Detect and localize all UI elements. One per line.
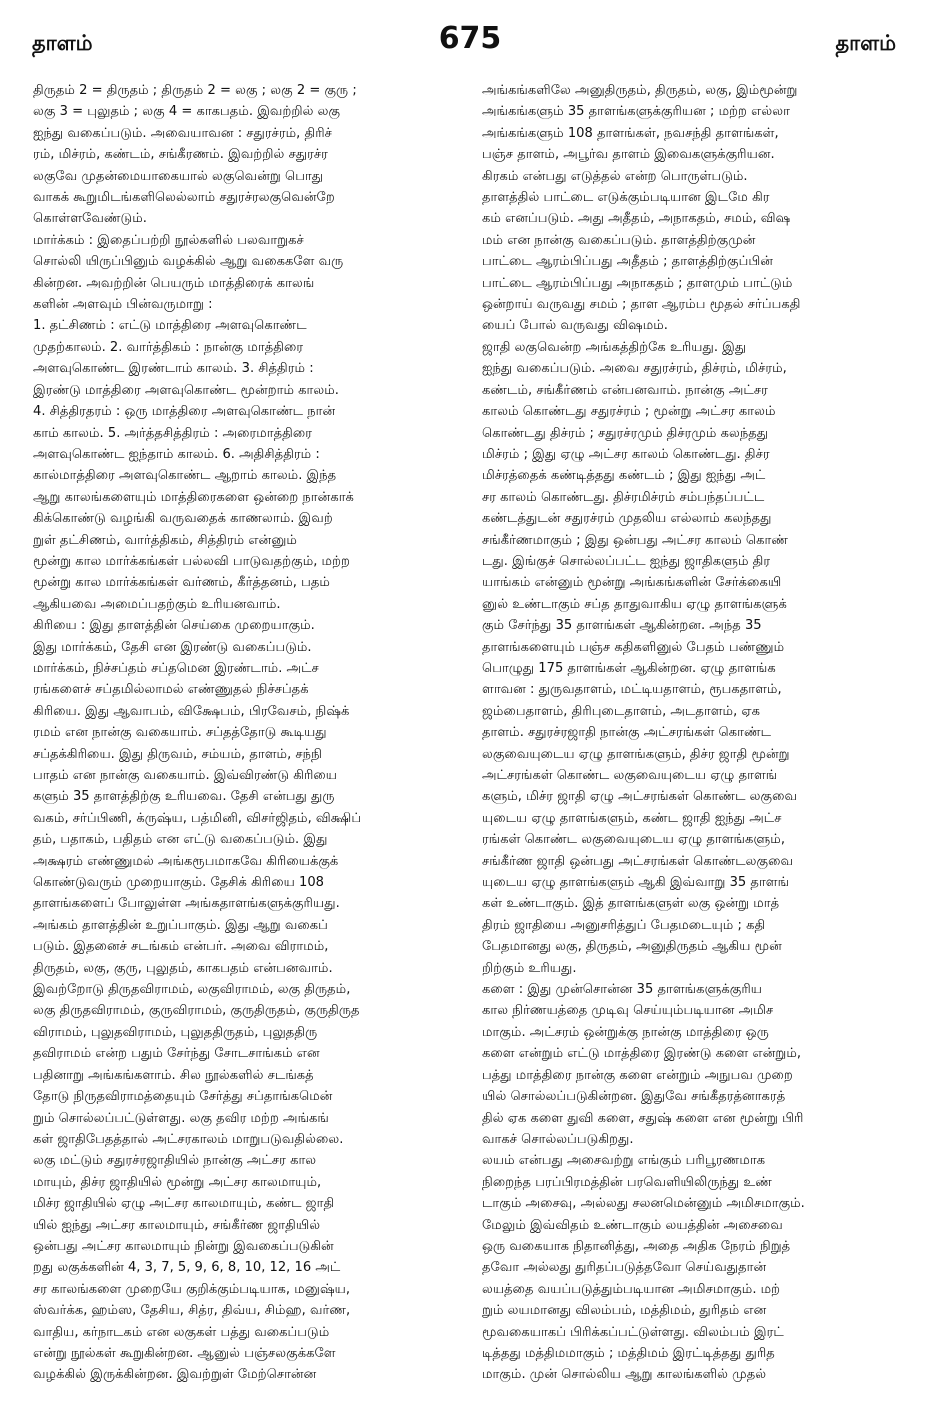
text-line: களும், மிச்ர ஜாதி ஏழு அட்சரங்கள் கொண்ட லகுவை <box>482 789 797 805</box>
text-line: கொண்டது திச்ரம் ; சதுரச்ரமும் திச்ரமும் கலந்தது <box>482 425 769 441</box>
text-line: அங்கங்களும் 108 தாளங்கள், நவசந்தி தாளங்கள், <box>482 125 779 141</box>
text-line: முதற்காலம். 2. வார்த்திகம் : நான்கு மாத்திரை <box>33 339 304 355</box>
text-line: வழக்கில் இருக்கின்றன. இவற்றுள் மேற்சொன்ன <box>33 1367 317 1383</box>
text-line: மாயும், திச்ர ஜாதியில் மூன்று அட்சர காலமாயும், <box>33 1174 322 1190</box>
text-line: சொல்லி யிருப்பினும் வழக்கில் ஆறு வகைகளே வரு <box>33 254 344 270</box>
text-line: கிரியை : இது தாளத்தின் செய்கை முறையாகும். <box>33 618 315 634</box>
text-line: படும். இதனைச் சடங்கம் என்பர். அவை விராமம், <box>33 939 329 955</box>
text-line: திரம் ஜாதியை அனுசரித்துப் பேதமடையும் ; கதி <box>482 917 766 933</box>
text-line: பொழுது 175 தாளங்கள் ஆகின்றன. ஏழு தாளங்க <box>482 660 776 676</box>
text-line: தம், பதாகம், பதிதம் என எட்டு வகைப்படும். இது <box>33 832 328 848</box>
text-line: லயத்தை வயப்படுத்தும்படியான அமிசமாகும். மற் <box>482 1281 781 1297</box>
text-line: யுடைய ஏழு தாளங்களும், கண்ட ஜாதி ஐந்து அட்ச <box>482 810 782 826</box>
text-line: கொள்ளவேண்டும். <box>33 211 147 227</box>
text-line: பாட்டை ஆரம்பிப்பது அநாகதம் ; தாளமும் பாட்டும் <box>482 275 793 291</box>
text-line: அளவுகொண்ட ஐந்தாம் காலம். 6. அதிசித்திரம் : <box>33 446 320 462</box>
text-line: தாளத்தில் பாட்டை எடுக்கும்படியான இடமே கிர <box>482 190 770 206</box>
text-line: களின் அளவும் பின்வருமாறு : <box>33 297 213 313</box>
text-line: லகுவே முதன்மையாகையால் லகுவென்று பொது <box>33 168 324 184</box>
text-line: ஜம்பைதாளம், திரிபுடைதாளம், அடதாளம், ஏக <box>482 703 760 719</box>
right-text-column <box>482 80 905 1420</box>
text-line: தாளங்களையும் பஞ்ச கதிகளினுல் பேதம் பண்ணும் <box>482 639 785 655</box>
text-line: கிரியை. இது ஆவாபம், விக்ஷேபம், பிரவேசம், நிஷ்க் <box>33 703 350 719</box>
text-line: கால்மாத்திரை அளவுகொண்ட ஆறாம் காலம். இந்த <box>33 468 337 484</box>
text-line: களை என்றும் எட்டு மாத்திரை இரண்டு களை என்றும், <box>482 1046 802 1062</box>
text-line: திருதம் 2 = திருதம் ; திருதம் 2 = லகு ; லகு 2 = குரு ; <box>33 83 357 98</box>
text-line: தவோ அல்லது துரிதப்படுத்தவோ செய்வதுதான் <box>482 1260 767 1276</box>
text-line: மூவகையாகப் பிரிக்கப்பட்டுள்ளது. விலம்பம் இரட் <box>482 1324 784 1340</box>
text-line: தில் ஏக களை துவி களை, சதுஷ் களை என மூன்று பிரி <box>482 1110 804 1126</box>
text-line: ளாவன : துருவதாளம், மட்டியதாளம், ரூபகதாளம், <box>482 682 782 698</box>
text-line: ரமம் என நான்கு வகையாம். சப்தத்தோடு கூடியது <box>33 725 327 741</box>
text-line: ஒன்பது அட்சர காலமாயும் நின்று இவகைப்படுகின் <box>33 1238 334 1254</box>
page-number: 675 <box>438 21 502 56</box>
text-line: டாகும் அசைவு, அல்லது சலனமென்னும் அமிசமாகும். <box>482 1196 805 1212</box>
text-line: மாகும். முன் சொல்லிய ஆறு காலங்களில் முதல் <box>482 1367 767 1383</box>
left-text-column <box>33 80 453 1420</box>
text-line: சர காலம் கொண்டது. திச்ரமிச்ரம் சம்பந்தப்பட்ட <box>482 489 765 505</box>
text-line: றும் சொல்லப்பட்டுள்ளது. லகு தவிர மற்ற அங்கங் <box>33 1110 329 1126</box>
text-line: வகம், சர்ப்பிணி, க்ருஷ்ய, பத்மினி, விசர்ஜிதம், விக்ஷிப் <box>33 810 362 826</box>
text-line: அட்சரங்கள் கொண்ட லகுவையுடைய ஏழு தாளங் <box>482 768 778 783</box>
text-line: சங்கீர்ண ஜாதி ஒன்பது அட்சரங்கள் கொண்டலகுவை <box>482 853 793 869</box>
text-line: மிச்ர ஜாதியில் ஏழு அட்சர காலமாயும், கண்ட ஜாதி <box>33 1196 335 1212</box>
text-line: ஸ்வர்க்க, ஹம்ஸ, தேசிய, சித்ர, திவ்ய, சிம்ஹ, வர்ண, <box>33 1303 351 1319</box>
text-line: அக்ஷரம் எண்ணுமல் அங்கரூபமாகவே கிரியைக்குக் <box>33 853 339 869</box>
text-line: கும் சேர்ந்து 35 தாளங்கள் ஆகின்றன. அந்த 35 <box>482 618 762 634</box>
text-line: நிறைந்த பரப்பிரமத்தின் பரவெளியிலிருந்து உண் <box>482 1174 772 1190</box>
text-line: காலம் கொண்டது சதுரச்ரம் ; மூன்று அட்சர காலம் <box>482 404 776 420</box>
text-line: தோடு நிருதவிராமத்தையும் சேர்த்து சப்தாங்கமென் <box>33 1089 333 1105</box>
text-line: லகு 3 = புலுதம் ; லகு 4 = காகபதம். இவற்றில் லகு <box>33 104 341 120</box>
text-line: வாகச் சொல்லப்படுகிறது. <box>482 1131 634 1147</box>
text-line: அங்கங்களிலே அனுதிருதம், திருதம், லகு, இம்மூன்று <box>482 83 798 98</box>
text-line: யில் சொல்லப்படுகின்றன. இதுவே சங்கீதரத்னாகரத் <box>482 1089 786 1105</box>
text-line: தாளம். சதுரச்ரஜாதி நான்கு அட்சரங்கள் கொண்ட <box>482 725 772 741</box>
text-line: இது மார்க்கம், தேசி என இரண்டு வகைப்படும். <box>33 639 312 655</box>
text-line: மிச்ரம் ; இது ஏழு அட்சர காலம் கொண்டது. திச்ர <box>482 446 770 462</box>
text-line: யாங்கம் என்னும் மூன்று அங்கங்களின் சேர்க்கையி <box>482 575 782 591</box>
text-line: ஆறு காலங்களையும் மாத்திரைகளை ஒன்றை நான்காக் <box>33 489 354 505</box>
text-line: களும் 35 தாளத்திற்கு உரியவை. தேசி என்பது துரு <box>33 789 335 805</box>
text-line: றுள் தட்சிணம், வார்த்திகம், சித்திரம் என்னும் <box>33 532 297 548</box>
text-line: சப்தக்கிரியை. இது திருவம், சம்யம், தாளம், சந்நி <box>33 746 322 762</box>
text-line: கால நிர்ணயத்தை முடிவு செய்யும்படியான அமிச <box>482 1003 774 1019</box>
running-head-right: தாளம் <box>835 31 896 55</box>
text-line: லகுவையுடைய ஏழு தாளங்களும், திச்ர ஜாதி மூன்று <box>482 746 790 762</box>
text-line: லகு திருதவிராமம், குருவிராமம், குருதிருதம், குருதிருத <box>33 1003 360 1019</box>
text-line: காம் காலம். 5. அர்த்தசித்திரம் : அரைமாத்திரை <box>33 425 313 441</box>
text-line: அங்கங்களும் 35 தாளங்களுக்குரியன ; மற்ற எல்லா <box>482 104 790 120</box>
text-line: யைப் போல் வருவது விஷமம். <box>482 318 668 334</box>
text-line: இரண்டு மாத்திரை அளவுகொண்ட மூன்றாம் காலம். <box>33 382 339 398</box>
text-line: மூன்று கால மார்க்கங்கள் வர்ணம், கீர்த்தனம், பதம் <box>33 575 330 591</box>
text-line: லயம் என்பது அசைவற்று எங்கும் பரிபூரணமாக <box>482 1153 766 1169</box>
text-line: கண்டம், சங்கீர்ணம் என்பனவாம். நான்கு அட்சர <box>482 382 768 398</box>
text-line: அளவுகொண்ட இரண்டாம் காலம். 3. சித்திரம் : <box>33 361 314 377</box>
text-line: ஆகியவை அமைப்பதற்கும் உரியனவாம். <box>33 596 281 612</box>
text-line: பாதம் என நான்கு வகையாம். இவ்விரண்டு கிரியை <box>33 768 337 783</box>
text-line: களை : இது முன்சொன்ன 35 தாளங்களுக்குரிய <box>482 982 762 998</box>
text-line: பத்து மாத்திரை நான்கு களை என்றும் அநுபவ முறை <box>482 1067 793 1083</box>
text-line: என்று நூல்கள் கூறுகின்றன. ஆனுல் பஞ்சலகுக்களே <box>33 1345 336 1361</box>
text-line: கண்டத்துடன் சதுரச்ரம் முதலிய எல்லாம் கலந்தது <box>482 511 772 527</box>
text-line: கம் எனப்படும். அது அதீதம், அநாகதம், சமம், விஷ <box>482 211 791 227</box>
text-line: 4. சித்திரதரம் : ஒரு மாத்திரை அளவுகொண்ட நான் <box>33 404 336 420</box>
running-head-left: தாளம் <box>32 31 93 55</box>
text-line: சங்கீர்ணமாகும் ; இது ஒன்பது அட்சர காலம் கொண் <box>482 532 788 548</box>
text-line: யில் ஐந்து அட்சர காலமாயும், சங்கீர்ண ஜாதியில் <box>33 1217 321 1233</box>
text-line: மார்க்கம், நிச்சப்தம் சப்தமென இரண்டாம். அட்ச <box>33 660 319 676</box>
text-line: ரங்களைச் சப்தமில்லாமல் எண்ணுதல் நிச்சப்தக் <box>33 682 309 698</box>
text-line: வாதிய, கர்நாடகம் என லகுகள் பத்து வகைப்படும் <box>33 1324 330 1340</box>
text-line: கிரகம் என்பது எடுத்தல் என்ற பொருள்படும். <box>482 168 748 184</box>
text-line: மாகும். அட்சரம் ஒன்றுக்கு நான்கு மாத்திரை ஒரு <box>482 1024 769 1040</box>
text-line: கள் ஜாதிபேதத்தால் அட்சரகாலம் மாறுபடுவதில்லை. <box>33 1131 344 1147</box>
text-line: ரங்கள் கொண்ட லகுவையுடைய ஏழு தாளங்களும், <box>482 832 785 848</box>
text-line: யுடைய ஏழு தாளங்களும் ஆகி இவ்வாறு 35 தாளங் <box>482 875 790 891</box>
text-line: மூன்று கால மார்க்கங்கள் பல்லவி பாடுவதற்கும், மற்ற <box>33 553 350 569</box>
text-line: அங்கம் தாளத்தின் உறுப்பாகும். இது ஆறு வகைப் <box>33 917 328 933</box>
text-line: டித்தது மத்திமமாகும் ; மத்திமம் இரட்டித்தது துரித <box>482 1345 775 1361</box>
text-line: தாளங்களைப் போலுள்ள அங்கதாளங்களுக்குரியது. <box>33 896 340 912</box>
text-line: பாட்டை ஆரம்பிப்பது அதீதம் ; தாளத்திற்குப்பின் <box>482 254 773 270</box>
text-line: றது லகுக்களின் 4, 3, 7, 5, 9, 6, 8, 10, 12, 16 அட் <box>33 1260 341 1276</box>
text-line: லகு மட்டும் சதுரச்ரஜாதியில் நான்கு அட்சர கால <box>33 1153 317 1169</box>
text-line: ரம், மிச்ரம், கண்டம், சங்கீரணம். இவற்றில் சதுரச்ர <box>33 147 328 163</box>
text-line: 1. தட்சிணம் : எட்டு மாத்திரை அளவுகொண்ட <box>33 318 307 334</box>
text-line: வாகக் கூறுமிடங்களிலெல்லாம் சதுரச்ரலகுவென்றே <box>33 190 335 206</box>
text-line: ஒன்றாய் வருவது சமம் ; தாள ஆரம்ப மூதல் சர்ப்பகதி <box>482 297 801 313</box>
text-line: கள் உண்டாகும். இத் தாளங்களுள் லகு ஒன்று மாத் <box>482 896 780 912</box>
text-line: றும் லயமானது விலம்பம், மத்திமம், துரிதம் என <box>482 1303 767 1319</box>
text-line: பஞ்ச தாளம், அபூர்வ தாளம் இவைகளுக்குரியன. <box>482 147 775 163</box>
text-line: பேதமானது லகு, திருதம், அனுதிருதம் ஆகிய மூன் <box>482 939 782 955</box>
text-line: றிற்கும் உரியது. <box>482 960 577 976</box>
text-line: பதினாறு அங்கங்களாம். சில நூல்களில் சடங்கத் <box>33 1067 314 1083</box>
text-line: ஜாதி லகுவென்ற அங்கத்திற்கே உரியது. இது <box>482 339 747 355</box>
text-line: தவிராமம் என்ற பதும் சேர்ந்து சோடசாங்கம் என <box>33 1046 320 1062</box>
text-line: கிக்கொண்டு வழங்கி வருவதைக் காணலாம். இவற் <box>33 511 333 527</box>
text-line: மம் என நான்கு வகைப்படும். தாளத்திற்குமுன் <box>482 232 756 248</box>
text-line: ஐந்து வகைப்படும். அவையாவன : சதுரச்ரம், திரிச் <box>33 125 332 141</box>
text-line: சர காலங்களை முறையே குறிக்கும்படியாக, மனுஷ்ய, <box>33 1281 350 1297</box>
text-line: ஐந்து வகைப்படும். அவை சதுரச்ரம், திச்ரம், மிச்ரம், <box>482 361 787 377</box>
text-line: திருதம், லகு, குரு, புலுதம், காகபதம் என்பனவாம். <box>33 960 333 976</box>
text-line: கின்றன. அவற்றின் பெயரும் மாத்திரைக் காலங் <box>33 275 315 291</box>
text-line: இவற்றோடு திருதவிராமம், லகுவிராமம், லகு திருதம், <box>33 982 351 998</box>
text-line: மேலும் இவ்விதம் உண்டாகும் லயத்தின் அசைவை <box>482 1217 783 1233</box>
text-line: ஒரு வகையாக நிதானித்து, அதை அதிக நேரம் நிறுத் <box>482 1238 791 1254</box>
text-line: கொண்டுவரும் முறையாகும். தேசிக் கிரியை 108 <box>33 875 324 891</box>
text-line: மிச்ரத்தைக் கண்டித்தது கண்டம் ; இது ஐந்து அட் <box>482 468 766 484</box>
text-line: மார்க்கம் : இதைப்பற்றி நூல்களில் பலவாறுகச் <box>33 232 304 248</box>
text-line: விராமம், புலுதவிராமம், புலுததிருதம், புலுததிரு <box>33 1024 318 1040</box>
text-line: டது. இங்குச் சொல்லப்பட்ட ஐந்து ஜாதிகளும் திர <box>482 553 771 569</box>
text-line: னுல் உண்டாகும் சப்த தாதுவாகிய ஏழு தாளங்களுக் <box>482 596 787 612</box>
